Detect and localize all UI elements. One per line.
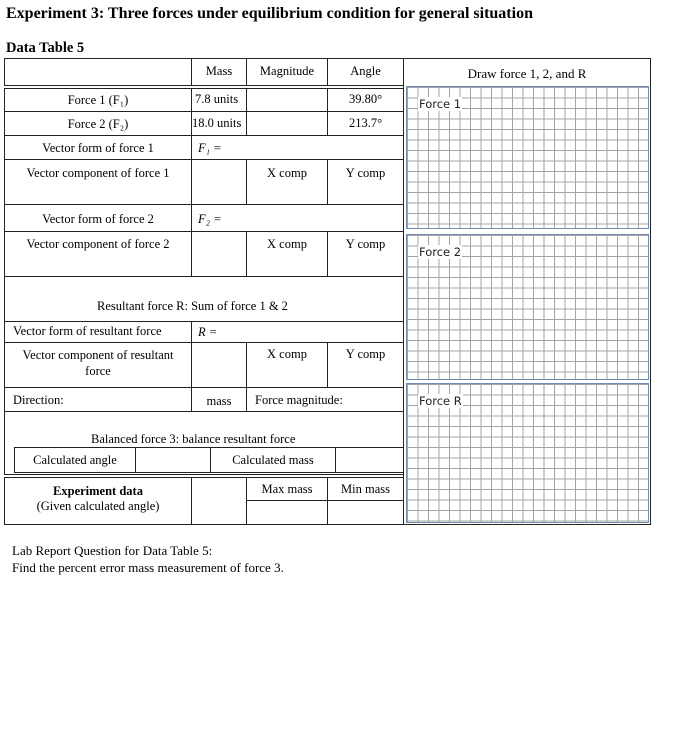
header-magnitude-cell <box>246 58 328 86</box>
vec-comp-r-blank-cell[interactable] <box>191 342 247 388</box>
header-angle-cell <box>327 58 404 86</box>
force1-grid-label: Force 1 <box>419 97 462 111</box>
header-angle: Angle <box>350 64 381 78</box>
calculated-angle-label: Calculated angle <box>33 453 117 467</box>
experiment-data-label: Experiment data <box>53 484 143 498</box>
force1-grid[interactable] <box>406 86 649 229</box>
forceR-grid[interactable] <box>406 383 649 523</box>
max-mass-value-cell[interactable] <box>246 500 328 525</box>
force1-label <box>5 93 191 107</box>
vec-form-f1-label: Vector form of force 1 <box>42 141 154 155</box>
calculated-mass-label: Calculated mass <box>232 453 314 467</box>
r-equation: R = <box>198 325 218 339</box>
force2-angle-cell[interactable] <box>327 111 404 136</box>
vec-comp-f2-blank-cell[interactable] <box>191 231 247 277</box>
min-mass-value-cell[interactable] <box>327 500 404 525</box>
force2-angle: 213.7° <box>348 116 383 130</box>
vec-comp-f1-y-cell[interactable] <box>327 159 404 205</box>
calculated-mass-label-cell <box>210 447 336 473</box>
r-y-comp-label: Y comp <box>345 347 386 361</box>
force2-mass: 18.0 units <box>192 116 242 130</box>
vec-form-f2-label-cell <box>4 204 192 232</box>
resultant-section <box>4 276 404 322</box>
question-heading: Lab Report Question for Data Table 5: <box>12 543 213 558</box>
direction-label: Direction: <box>13 393 64 407</box>
force-magnitude-label: Force magnitude: <box>255 393 343 407</box>
vec-comp-f1-blank-cell[interactable] <box>191 159 247 205</box>
page-title: Experiment 3: Three forces under equilibrium condition for general situation <box>6 5 533 22</box>
mass-cell[interactable] <box>191 387 247 412</box>
mass-label: mass <box>206 394 232 408</box>
vec-comp-r-label: Vector component of resultant force <box>22 348 174 378</box>
r-x-comp-label: X comp <box>267 347 307 361</box>
vec-comp-r-x-cell[interactable] <box>246 342 328 388</box>
vec-form-r-value-cell[interactable] <box>191 321 404 343</box>
force1-label-text: Force 1 (F₁) <box>67 93 129 107</box>
resultant-caption: Resultant force R: Sum of force 1 & 2 <box>97 299 288 313</box>
calculated-mass-value-cell[interactable] <box>335 447 404 473</box>
given-angle-label: (Given calculated angle) <box>36 499 160 513</box>
min-mass-cell[interactable] <box>327 477 404 501</box>
force2-grid[interactable] <box>406 234 649 380</box>
force1-angle: 39.80° <box>348 92 383 106</box>
f1-x-comp-label: X comp <box>267 166 307 180</box>
calculated-angle-value-cell[interactable] <box>135 447 211 473</box>
forceR-grid-label: Force R <box>419 394 462 408</box>
force2-magnitude-cell[interactable] <box>246 111 328 136</box>
vec-comp-f1-label-cell <box>4 159 192 205</box>
vec-comp-r-label-cell <box>4 342 192 388</box>
f1-y-comp-label: Y comp <box>345 166 386 180</box>
vec-comp-r-y-cell[interactable] <box>327 342 404 388</box>
vec-comp-f2-x-cell[interactable] <box>246 231 328 277</box>
vec-form-r-label-cell <box>4 321 192 343</box>
vec-comp-f2-label-cell <box>4 231 192 277</box>
vec-form-f1-label-cell <box>4 135 192 160</box>
header-mass-cell <box>191 58 247 86</box>
force2-grid-label: Force 2 <box>419 245 462 259</box>
experiment-blank-cell[interactable] <box>191 477 247 525</box>
question-text: Find the percent error mass measurement of force 3. <box>12 560 284 575</box>
force1-mass: 7.8 units <box>195 92 239 106</box>
vec-form-f2-value-cell[interactable] <box>191 204 404 232</box>
f1-equation: F₁ = <box>198 141 222 155</box>
header-mass: Mass <box>205 64 233 78</box>
force1-mass-cell[interactable] <box>191 88 247 112</box>
max-mass-label: Max mass <box>261 482 313 496</box>
f2-equation: F₂ = <box>198 212 222 226</box>
f2-x-comp-label: X comp <box>267 237 307 251</box>
header-empty-cell <box>4 58 192 86</box>
calculated-angle-label-cell <box>14 447 136 473</box>
force2-label-cell <box>4 111 192 136</box>
vec-form-f1-value-cell[interactable] <box>191 135 404 160</box>
force1-label-cell <box>4 88 192 112</box>
vec-comp-f2-label: Vector component of force 2 <box>26 237 170 251</box>
force1-magnitude-cell[interactable] <box>246 88 328 112</box>
vec-comp-f2-y-cell[interactable] <box>327 231 404 277</box>
table-title: Data Table 5 <box>6 40 85 56</box>
vec-comp-f1-label: Vector component of force 1 <box>26 166 170 180</box>
vec-comp-f1-x-cell[interactable] <box>246 159 328 205</box>
direction-cell[interactable] <box>4 387 192 412</box>
experiment-data-cell <box>4 477 192 525</box>
min-mass-label: Min mass <box>341 482 390 496</box>
force-magnitude-cell[interactable] <box>246 387 404 412</box>
vec-form-r-label: Vector form of resultant force <box>13 324 162 338</box>
draw-header: Draw force 1, 2, and R <box>467 66 587 81</box>
force1-angle-cell[interactable] <box>327 88 404 112</box>
balanced-caption: Balanced force 3: balance resultant force <box>91 432 296 446</box>
header-magnitude: Magnitude <box>259 64 315 78</box>
f2-y-comp-label: Y comp <box>345 237 386 251</box>
force2-label: Force 2 (F₂) <box>67 117 129 131</box>
force2-mass-cell[interactable] <box>191 111 247 136</box>
vec-form-f2-label: Vector form of force 2 <box>42 212 154 226</box>
max-mass-cell[interactable] <box>246 477 328 501</box>
